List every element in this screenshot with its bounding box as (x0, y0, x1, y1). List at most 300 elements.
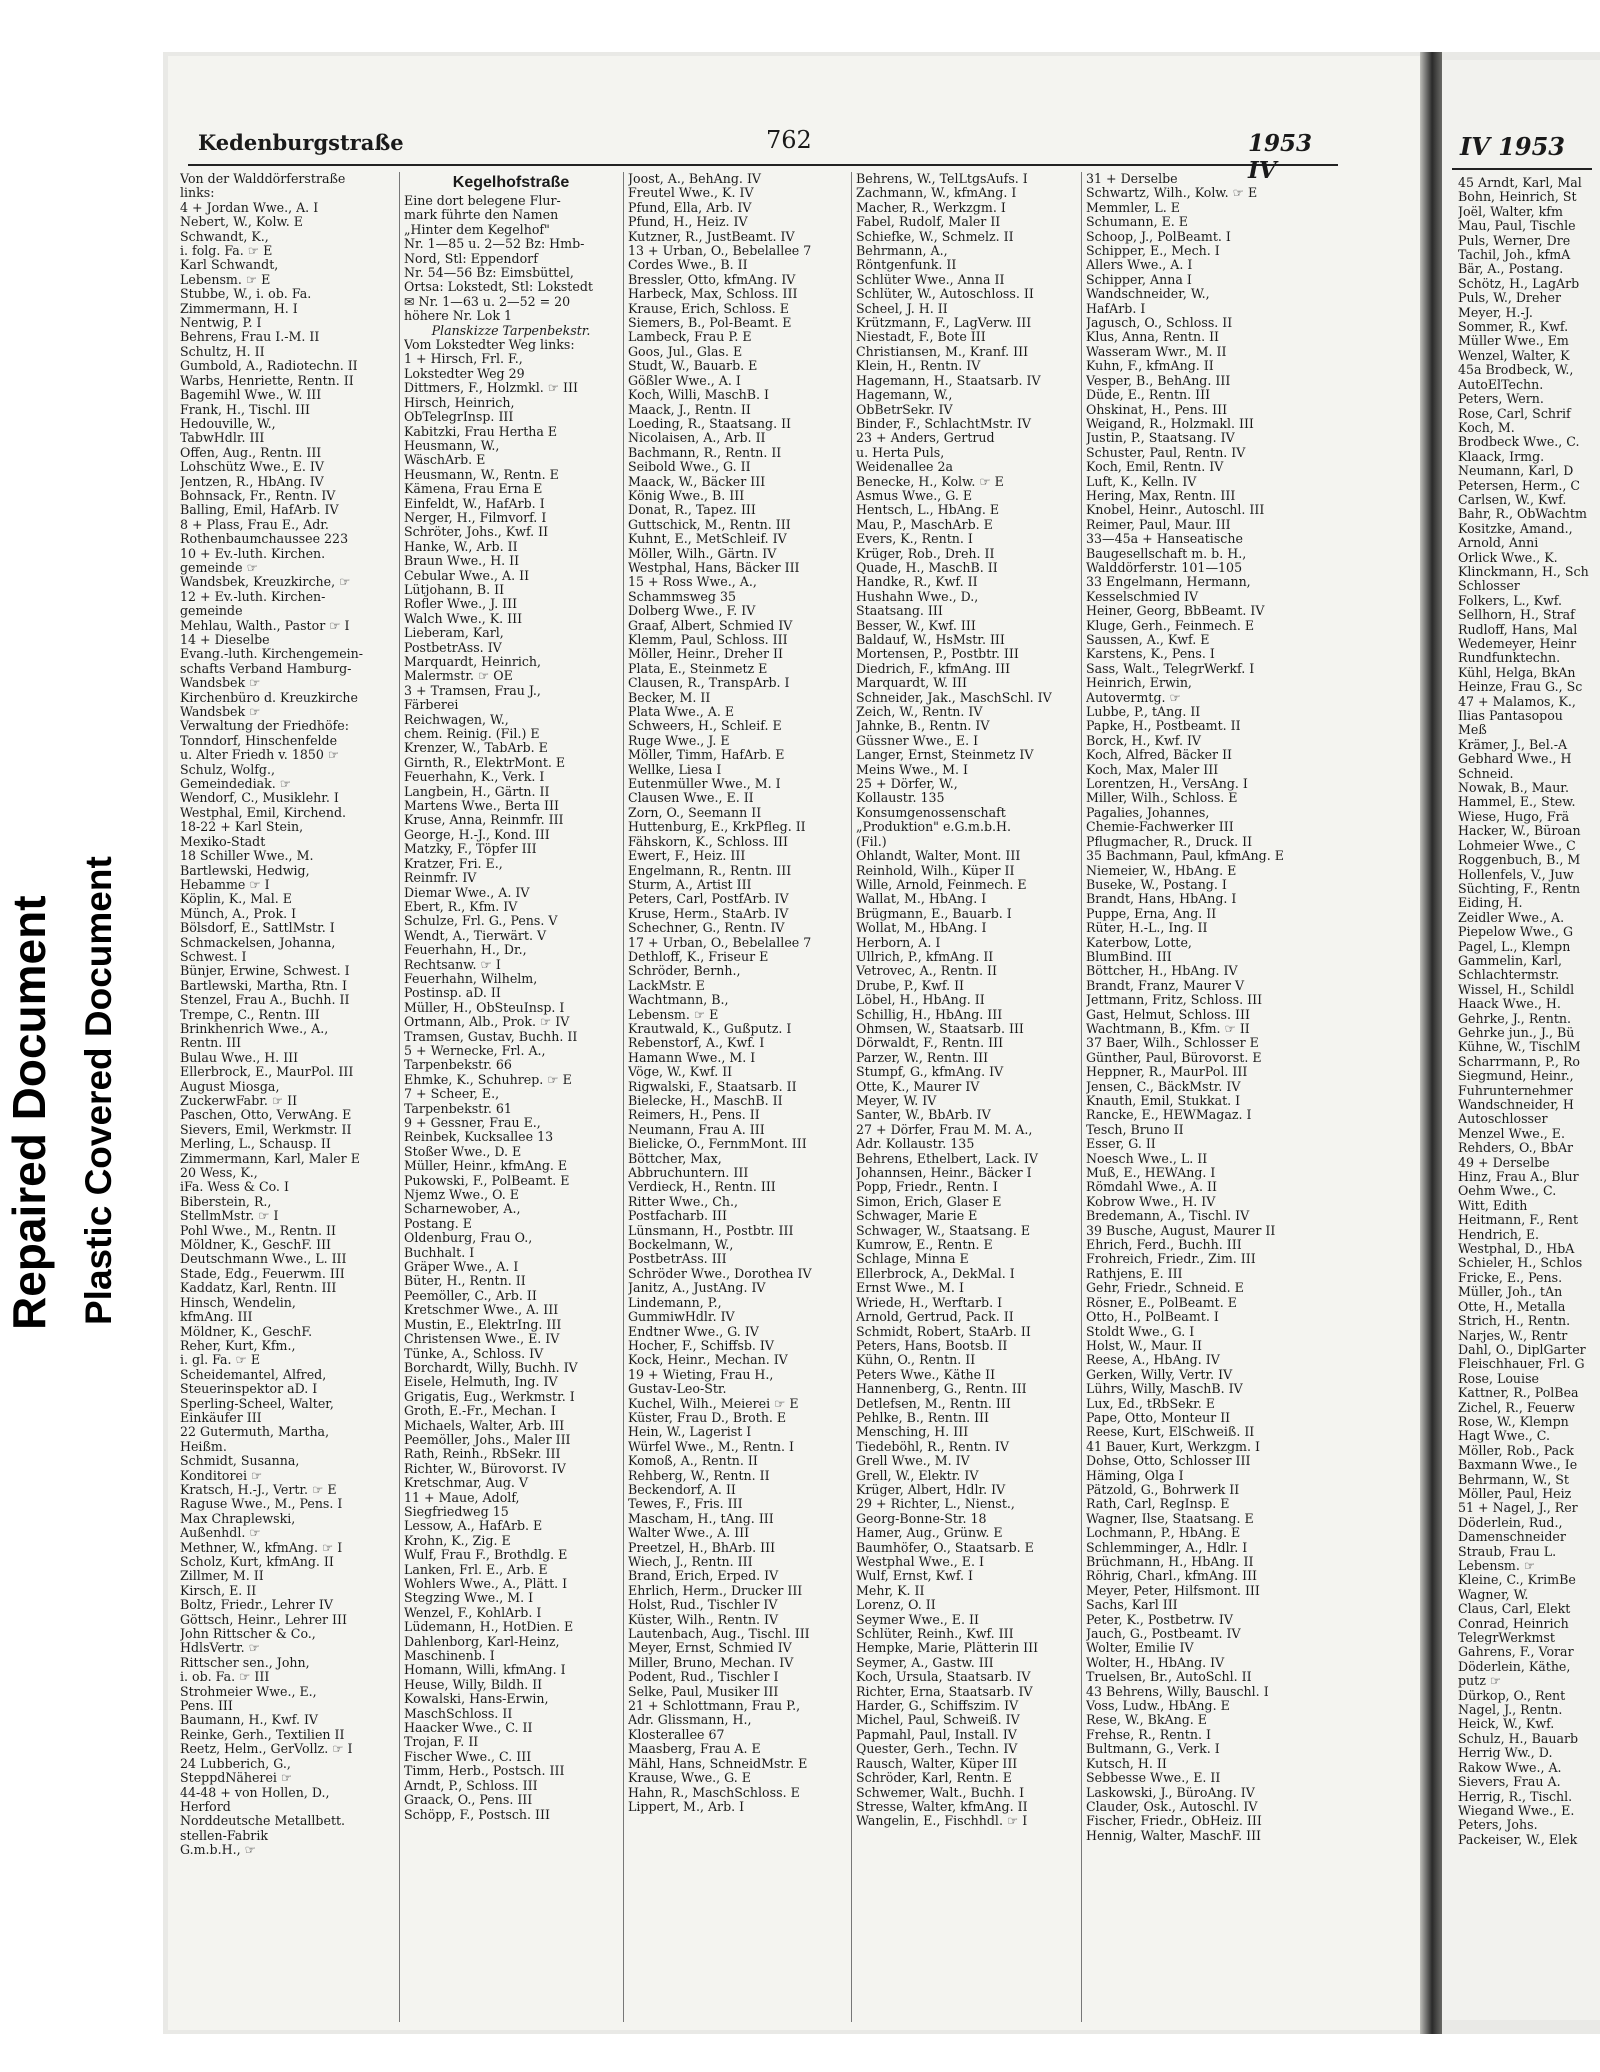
directory-entry: Dolberg Wwe., F. IV (628, 604, 756, 619)
directory-entry: Heusmann, W., Rentn. E (404, 467, 559, 482)
directory-entry: Haacker Wwe., C. II (404, 1721, 533, 1736)
directory-entry: Grell, W., Elektr. IV (856, 1468, 979, 1483)
directory-entry: Ehmke, K., Schuhrep. ☞ E (404, 1072, 572, 1087)
directory-entry: Bartlewski, Martha, Rtn. I (180, 978, 347, 993)
directory-entry: Reinbek, Kucksallee 13 (404, 1130, 554, 1145)
directory-entry: ObBetrSekr. IV (856, 402, 953, 417)
directory-entry: höhere Nr. Lok 1 (404, 309, 512, 324)
directory-entry: Rose, W., Klempn (1458, 1414, 1569, 1429)
directory-entry: Wenzel, F., KohlArb. I (404, 1605, 542, 1620)
column-4 (856, 172, 1076, 2022)
directory-entry: Hanke, W., Arb. II (404, 539, 518, 554)
directory-entry: Häming, Olga I (1086, 1468, 1184, 1483)
directory-entry: Hagemann, H., Staatsarb. IV (856, 373, 1041, 388)
directory-entry: Truelsen, Br., AutoSchl. II (1086, 1670, 1252, 1685)
directory-entry: Rose, Carl, Schrif (1458, 406, 1571, 421)
directory-entry: Stumpf, G., kfmAng. IV (856, 1065, 1004, 1080)
directory-entry: Schlüter, W., Autoschloss. II (856, 287, 1034, 302)
directory-entry: Feuerhahn, K., Verk. I (404, 770, 545, 785)
directory-entry: 3 + Tramsen, Frau J., (404, 683, 541, 698)
directory-entry: Hinsch, Wendelin, (180, 1295, 296, 1310)
directory-entry: Heick, W., Kwf. (1458, 1717, 1555, 1732)
directory-entry: Schultz, H. II (180, 344, 265, 359)
directory-entry: Fischer Wwe., C. III (404, 1749, 532, 1764)
directory-entry: Einkäufer III (180, 1410, 262, 1425)
directory-entry: Gemeindediak. ☞ (180, 777, 292, 792)
directory-entry: Karl Schwandt, (180, 258, 279, 273)
directory-entry: „Produktion" e.G.m.b.H. (856, 820, 1012, 835)
directory-entry: Müller, H., ObSteuInsp. I (404, 1000, 565, 1015)
directory-entry: Brand, Erich, Erped. IV (628, 1569, 779, 1584)
directory-entry: Stade, Edg., Feuerwm. III (180, 1266, 345, 1281)
directory-entry: Möller, Paul, Heiz (1458, 1486, 1572, 1501)
directory-entry: Fricke, E., Pens. (1458, 1270, 1563, 1285)
directory-entry: LackMstr. E (628, 978, 705, 993)
directory-entry: Norddeutsche Metallbett. (180, 1814, 346, 1829)
directory-entry: Braun Wwe., H. II (404, 554, 520, 569)
directory-entry: Tesch, Bruno II (1086, 1122, 1184, 1137)
directory-entry: Gehr, Friedr., Schneid. E (1086, 1281, 1244, 1296)
directory-entry: Bagemihl Wwe., W. III (180, 388, 322, 403)
directory-entry: Maasberg, Frau A. E (628, 1742, 761, 1757)
directory-entry: Krützmann, F., LagVerw. III (856, 316, 1032, 331)
directory-entry: Christiansen, M., Kranf. III (856, 344, 1029, 359)
directory-entry: Göttsch, Heinr., Lehrer III (180, 1612, 347, 1627)
directory-entry: Heuse, Willy, Bildh. II (404, 1677, 543, 1692)
directory-entry: Ohskinat, H., Pens. III (1086, 402, 1228, 417)
directory-entry: Färberei (404, 698, 459, 713)
directory-entry: Schulz, Wolfg., (180, 762, 275, 777)
directory-entry: Güssner Wwe., E. I (856, 733, 979, 748)
directory-entry: John Rittscher & Co., (180, 1627, 316, 1642)
directory-entry: Borchardt, Willy, Buchh. IV (404, 1360, 578, 1375)
directory-entry: Böttcher, Max, (628, 1151, 722, 1166)
directory-entry: 8 + Plass, Frau E., Adr. (180, 517, 329, 532)
directory-entry: Hinz, Frau A., Blur (1458, 1170, 1579, 1185)
directory-entry: Tonndorf, Hinschenfelde (180, 733, 338, 748)
directory-entry: Schwager, W., Staatsang. E (856, 1223, 1031, 1238)
directory-entry: Langbein, H., Gärtn. II (404, 784, 550, 799)
directory-entry: Oldenburg, Frau O., (404, 1231, 533, 1246)
directory-entry: Küster, Wilh., Rentn. IV (628, 1612, 779, 1627)
directory-entry: Carlsen, W., Kwf. (1458, 492, 1567, 507)
directory-entry: Ebert, R., Kfm. IV (404, 899, 518, 914)
directory-entry: Bockelmann, W., (628, 1238, 734, 1253)
directory-entry: Löbel, H., HbAng. II (856, 993, 985, 1008)
directory-entry: Dohse, Otto, Schlosser III (1086, 1454, 1251, 1469)
directory-entry: Clausen, R., TranspArb. I (628, 676, 790, 691)
directory-entry: Tachil, Joh., kfmA (1458, 248, 1571, 263)
directory-entry: Behrmann, A., (856, 244, 948, 259)
directory-entry: Schötz, H., LagArb (1458, 276, 1580, 291)
directory-entry: putz ☞ (1458, 1674, 1502, 1689)
directory-entry: Paschen, Otto, VerwAng. E (180, 1108, 352, 1123)
directory-entry: Asmus Wwe., G. E (856, 488, 973, 503)
directory-entry: Gebhard Wwe., H (1458, 752, 1572, 767)
directory-entry: Schweers, H., Schleif. E (628, 719, 782, 734)
year-volume: 1953 IV (1248, 130, 1313, 184)
directory-entry: Zillmer, M. II (180, 1569, 264, 1584)
directory-entry: Tarpenbekstr. 66 (404, 1058, 512, 1073)
column-3 (628, 172, 846, 2022)
directory-entry: Sass, Walt., TelegrWerkf. I (1086, 661, 1255, 676)
directory-entry: Otte, K., Maurer IV (856, 1079, 980, 1094)
directory-entry: Kirchenbüro d. Kreuzkirche (180, 690, 358, 705)
directory-entry: 49 + Derselbe (1458, 1155, 1550, 1170)
directory-entry: Hocher, F., Schiffsb. IV (628, 1338, 774, 1353)
directory-entry: Wandschneider, H (1458, 1098, 1574, 1112)
directory-entry: Stoldt Wwe., G. I (1086, 1324, 1195, 1339)
directory-entry: Mähl, Hans, SchneidMstr. E (628, 1756, 808, 1771)
directory-entry: Zachmann, W., kfmAng. I (856, 186, 1017, 201)
directory-entry: Rothenbaumchaussee 223 (180, 532, 349, 547)
directory-entry: 33 Engelmann, Hermann, (1086, 575, 1251, 590)
directory-entry: Schlüter Wwe., Anna II (856, 272, 1005, 287)
directory-entry: Tarpenbekstr. 61 (404, 1101, 512, 1116)
directory-entry: Schmidt, Susanna, (180, 1454, 300, 1469)
directory-entry: Rentn. III (180, 1036, 242, 1051)
directory-entry: Scheel, J. H. II (856, 301, 948, 316)
directory-entry: HafArb. I (1086, 301, 1146, 316)
directory-entry: Fuhrunternehmer (1458, 1083, 1573, 1098)
directory-entry: Rechtsanw. ☞ I (404, 957, 501, 972)
directory-entry: Orlick Wwe., K. (1458, 550, 1558, 565)
directory-entry: Behrens, W., TelLtgsAufs. I (856, 172, 1028, 186)
directory-entry: Gast, Helmut, Schloss. III (1086, 1007, 1250, 1022)
directory-entry: Voss, Ludw., HbAng. E (1086, 1699, 1230, 1714)
directory-entry: Niestadt, F., Bote III (856, 330, 986, 345)
directory-entry: Offen, Aug., Rentn. III (180, 445, 322, 460)
directory-entry: stellen-Fabrik (180, 1828, 268, 1843)
directory-entry: Gehrke, J., Rentn. (1458, 1011, 1572, 1026)
directory-entry: Kluge, Gerh., Feinmech. E (1086, 618, 1255, 633)
directory-entry: Bielecke, H., MaschB. II (628, 1094, 783, 1108)
directory-entry: Meyer, W. IV (856, 1094, 937, 1108)
directory-entry: Gustav-Leo-Str. (628, 1382, 727, 1397)
directory-entry: Röhrig, Charl., kfmAng. III (1086, 1569, 1258, 1584)
directory-entry: Schwager, Marie E (856, 1209, 978, 1224)
directory-entry: Nentwig, P. I (180, 316, 262, 331)
directory-entry: 22 Gutermuth, Martha, (180, 1425, 330, 1440)
directory-entry: Hirsch, Heinrich, (404, 395, 515, 410)
directory-entry: Wagner, W. (1458, 1587, 1529, 1602)
directory-entry: Tramsen, Gustav, Buchh. II (404, 1029, 578, 1044)
directory-entry: Pens. III (180, 1699, 233, 1714)
directory-entry: Klosterallee 67 (628, 1727, 725, 1742)
directory-entry: Hempke, Marie, Plätterin III (856, 1641, 1039, 1656)
directory-entry: 39 Busche, August, Maurer II (1086, 1223, 1276, 1238)
directory-entry: Außenhdl. ☞ (180, 1526, 261, 1541)
directory-entry: Zorn, O., Seemann II (628, 805, 762, 820)
directory-entry: 37 Baer, Wilh., Schlosser E (1086, 1036, 1259, 1051)
column-1 (180, 172, 394, 2022)
directory-entry: Bulau Wwe., H. III (180, 1050, 299, 1065)
directory-entry: Fabel, Rudolf, Maler II (856, 215, 1001, 230)
directory-entry: Herrig Ww., D. (1458, 1746, 1553, 1761)
directory-entry: Sebbesse Wwe., E. II (1086, 1771, 1221, 1786)
directory-entry: Ruge Wwe., J. E (628, 733, 730, 748)
directory-entry: Joël, Walter, kfm (1458, 204, 1563, 219)
facing-page (1442, 60, 1600, 2020)
side-labels (0, 820, 150, 1340)
directory-entry: Lorenz, O. II (856, 1598, 936, 1613)
directory-entry: Wollat, M., HbAng. I (856, 921, 987, 936)
directory-entry: Rose, Louise (1458, 1371, 1539, 1386)
directory-entry: Piepelow Wwe., G (1458, 925, 1574, 940)
directory-entry: 20 Wess, K., (180, 1166, 258, 1181)
directory-entry: PostbetrAss. III (628, 1252, 727, 1267)
directory-entry: Sachs, Karl III (1086, 1598, 1178, 1613)
directory-entry: 10 + Ev.-luth. Kirchen. (180, 546, 326, 561)
directory-entry: Timm, Herb., Postsch. III (404, 1764, 565, 1779)
directory-entry: Kühn, O., Rentn. II (856, 1353, 976, 1368)
directory-entry: Bielicke, O., FernmMont. III (628, 1137, 807, 1152)
directory-entry: Wulf, Ernst, Kwf. I (856, 1569, 974, 1584)
directory-entry: Reimers, H., Pens. II (628, 1108, 760, 1123)
directory-entry: Kock, Heinr., Mechan. IV (628, 1353, 788, 1368)
directory-entry: Deutschmann Wwe., L. III (180, 1252, 347, 1267)
directory-entry: Zeich, W., Rentn. IV (856, 705, 983, 720)
directory-entry: Bressler, Otto, kfmAng. IV (628, 272, 796, 287)
directory-entry: Eine dort belegene Flur- (404, 194, 561, 208)
directory-entry: Sturm, A., Artist III (628, 877, 752, 892)
directory-entry: Macher, R., Werkzgm. I (856, 200, 1006, 215)
directory-entry: Trempe, C., Rentn. III (180, 1007, 320, 1022)
directory-entry: Baugesellschaft m. b. H., (1086, 546, 1247, 561)
directory-entry: Schröder, Bernh., (628, 964, 741, 979)
directory-entry: Brandt, Hans, HbAng. I (1086, 892, 1237, 907)
directory-entry: Diedrich, F., kfmAng. III (856, 661, 1011, 676)
directory-entry: Weidenallee 2a (856, 460, 954, 475)
directory-entry: Joost, A., BehAng. IV (628, 172, 762, 186)
directory-entry: Ohmsen, W., Staatsarb. III (856, 1021, 1024, 1036)
directory-entry: Möldner, K., GeschF. III (180, 1238, 332, 1253)
directory-entry: Peemöller, C., Arb. II (404, 1288, 537, 1303)
directory-entry: Lanken, Frl. E., Arb. E (404, 1562, 548, 1577)
directory-entry: Behrens, Frau I.-M. II (180, 330, 320, 345)
directory-entry: Arndt, P., Schloss. III (404, 1778, 538, 1793)
directory-entry: Nagel, J., Rentn. (1458, 1703, 1563, 1718)
directory-entry: Clausen Wwe., E. II (628, 791, 754, 806)
directory-entry: Wille, Arnold, Feinmech. E (856, 877, 1027, 892)
directory-entry: Peters, Johs. (1458, 1818, 1538, 1833)
directory-entry: Harbeck, Max, Schloss. III (628, 287, 798, 302)
street-heading: Kegelhofstraße (452, 174, 570, 191)
directory-entry: Santer, W., BbArb. IV (856, 1108, 991, 1123)
directory-entry: Puls, W., Dreher (1458, 291, 1561, 306)
directory-entry: Westphal, D., HbA (1458, 1242, 1575, 1257)
directory-entry: Brinkhenrich Wwe., A., (180, 1021, 329, 1036)
directory-entry: Seymer, A., Gastw. III (856, 1655, 994, 1670)
directory-entry: Muß, E., HEWAng. I (1086, 1166, 1216, 1181)
directory-entry: Fähskorn, K., Schloss. III (628, 834, 788, 849)
directory-entry: 43 Behrens, Willy, Bauschl. I (1086, 1684, 1269, 1699)
directory-entry: Pohl Wwe., M., Rentn. II (180, 1223, 336, 1238)
directory-entry: Kretschmer Wwe., A. III (404, 1303, 559, 1318)
directory-entry: Mau, Paul, Tischle (1458, 219, 1576, 234)
directory-entry: Rancke, E., HEWMagaz. I (1086, 1108, 1252, 1123)
directory-entry: Schwest. I (180, 949, 247, 964)
directory-entry: Brandt, Franz, Maurer V (1086, 978, 1245, 993)
directory-entry: Richter, W., Bürovorst. IV (404, 1461, 566, 1476)
directory-entry: Detlefsen, M., Rentn. III (856, 1396, 1011, 1411)
directory-entry: Koch, Ursula, Staatsarb. IV (856, 1670, 1031, 1685)
directory-entry: Pape, Otto, Monteur II (1086, 1410, 1231, 1425)
directory-entry: Puppe, Erna, Ang. II (1086, 906, 1217, 921)
directory-entry: Meins Wwe., M. I (856, 762, 969, 777)
directory-entry: Wachtmann, B., (628, 993, 729, 1008)
directory-entry: Schröder, Karl, Rentn. E (856, 1771, 1012, 1786)
directory-entry: Weigand, R., Holzmakl. III (1086, 416, 1254, 431)
directory-entry: Büter, H., Rentn. II (404, 1274, 526, 1289)
directory-entry: Holst, Rud., Tischler IV (628, 1598, 778, 1613)
directory-entry: Frank, H., Tischl. III (180, 402, 311, 417)
directory-entry: Nr. 1—85 u. 2—52 Bz: Hmb- (404, 237, 585, 252)
directory-entry: Klein, H., Rentn. IV (856, 359, 981, 374)
directory-entry: Peters, Hans, Bootsb. II (856, 1338, 1008, 1353)
directory-entry: Sievers, Emil, Werkmstr. II (180, 1122, 352, 1137)
directory-entry: Raguse Wwe., M., Pens. I (180, 1497, 343, 1512)
directory-entry: Plata, E., Steinmetz E (628, 661, 768, 676)
directory-entry: Peters, Wern. (1458, 392, 1544, 407)
directory-entry: Schneider, Jak., MaschSchl. IV (856, 690, 1052, 705)
directory-entry: 9 + Gessner, Frau E., (404, 1116, 541, 1130)
directory-entry: Christensen Wwe., E. IV (404, 1332, 560, 1347)
directory-entry: Krämer, J., Bel.-A (1458, 737, 1568, 752)
directory-entry: Mensching, H. III (856, 1425, 969, 1440)
directory-entry: Krüger, Albert, Hdlr. IV (856, 1482, 1006, 1497)
directory-entry: Tewes, F., Fris. III (628, 1497, 743, 1512)
directory-entry: Autovermtg. ☞ (1086, 690, 1181, 705)
directory-entry: Pflugmacher, R., Druck. II (1086, 834, 1253, 849)
directory-entry: 41 Bauer, Kurt, Werkzgm. I (1086, 1439, 1260, 1454)
directory-entry: Bartlewski, Hedwig, (180, 863, 310, 878)
directory-entry: Vetrovec, A., Rentn. II (856, 964, 997, 979)
directory-entry: Reinmfr. IV (404, 871, 477, 886)
directory-entry: Adr. Glissmann, H., (628, 1713, 752, 1728)
directory-entry: Jagusch, O., Schloss. II (1086, 316, 1233, 331)
directory-entry: BlumBind. III (1086, 949, 1172, 964)
directory-entry: Matzky, F., Töpfer III (404, 842, 537, 857)
directory-entry: Rebenstorf, A., Kwf. I (628, 1036, 765, 1051)
directory-entry: Rüter, H.-L., Ing. II (1086, 921, 1208, 936)
directory-entry: Kutzner, R., JustBeamt. IV (628, 229, 795, 244)
directory-entry: Ritter Wwe., Ch., (628, 1194, 739, 1209)
column-divider (851, 172, 852, 2022)
directory-entry: Straub, Frau L. (1458, 1544, 1557, 1559)
directory-entry: Selke, Paul, Musiker III (628, 1684, 779, 1699)
directory-entry: Seibold Wwe., G. II (628, 460, 751, 475)
directory-entry: Schieler, H., Schlos (1458, 1256, 1583, 1271)
column-divider (623, 172, 624, 2022)
directory-entry: Bachmann, R., Rentn. II (628, 445, 782, 460)
directory-entry: Georg-Bonne-Str. 18 (856, 1511, 987, 1526)
directory-entry: Gehrke jun., J., Bü (1458, 1025, 1575, 1040)
directory-entry: Marquardt, Heinrich, (404, 655, 542, 669)
directory-entry: 7 + Scheer, E., (404, 1087, 500, 1102)
directory-entry: 15 + Ross Wwe., A., (628, 575, 757, 590)
directory-entry: Rath, Reinh., RbSekr. III (404, 1447, 561, 1462)
directory-entry: Fischer, Friedr., ObHeiz. III (1086, 1814, 1262, 1829)
directory-entry: Postfacharb. III (628, 1209, 727, 1224)
directory-entry: Jauch, G., Postbeamt. IV (1086, 1627, 1241, 1642)
directory-entry: Ewert, F., Heiz. III (628, 849, 746, 864)
directory-entry: Kowalski, Hans-Erwin, (404, 1692, 549, 1707)
directory-entry: Scharrmann, P., Ro (1458, 1054, 1581, 1069)
directory-entry: Günther, Paul, Bürovorst. E (1086, 1050, 1262, 1065)
directory-entry: Hahn, R., MaschSchloss. E (628, 1785, 800, 1800)
directory-entry: Pfund, H., Heiz. IV (628, 215, 748, 230)
directory-entry: Handke, R., Kwf. II (856, 575, 978, 590)
directory-entry: Schmackelsen, Johanna, (180, 935, 336, 950)
directory-entry: Rausch, Walter, Küper III (856, 1756, 1018, 1771)
directory-entry: Schwandt, K., (180, 229, 269, 244)
directory-entry: Behrens, Ethelbert, Lack. IV (856, 1151, 1038, 1166)
directory-entry: Schröder Wwe., Dorothea IV (628, 1266, 812, 1281)
directory-entry: Stenzel, Frau A., Buchh. II (180, 993, 350, 1008)
directory-entry: 23 + Anders, Gertrud (856, 431, 995, 446)
directory-entry: Wohlers Wwe., A., Plätt. I (404, 1577, 568, 1591)
directory-entry: Cebular Wwe., A. II (404, 568, 530, 583)
directory-entry: Reinhold, Wilh., Küper II (856, 863, 1015, 878)
directory-entry: 18-22 + Karl Stein, (180, 820, 304, 835)
directory-entry: 19 + Wieting, Frau H., (628, 1367, 774, 1382)
directory-entry: Frehse, R., Rentn. I (1086, 1727, 1211, 1742)
directory-entry: Baumann, H., Kwf. IV (180, 1713, 319, 1728)
directory-entry: Richter, Erna, Staatsarb. IV (856, 1684, 1033, 1699)
directory-entry: Schöpp, F., Postsch. III (404, 1807, 550, 1822)
directory-entry: Menzel Wwe., E. (1458, 1126, 1565, 1141)
directory-entry: GummiwHdlr. IV (628, 1310, 735, 1325)
directory-entry: Reimer, Paul, Maur. III (1086, 517, 1231, 532)
directory-entry: Wolter, H., HbAng. IV (1086, 1655, 1225, 1670)
directory-entry: Lorentzen, H., VersAng. I (1086, 777, 1248, 792)
directory-entry: 1 + Hirsch, Frl. F., (404, 352, 523, 367)
directory-entry: Westphal Wwe., E. I (856, 1555, 984, 1569)
directory-entry: Loeding, R., Staatsang. II (628, 416, 792, 431)
repaired-document-label: Repaired Document (3, 895, 55, 1330)
directory-entry: Heinrich, Erwin, (1086, 676, 1192, 691)
directory-entry: 27 + Dörfer, Frau M. M. A., (856, 1122, 1033, 1137)
directory-entry: Mehlau, Walth., Pastor ☞ I (180, 618, 350, 633)
directory-entry: Otte, H., Metalla (1458, 1299, 1566, 1314)
directory-entry: Damenschneider (1458, 1530, 1566, 1545)
directory-entry: Wandsbek, Kreuzkirche, ☞ (180, 575, 351, 590)
directory-entry: Girnth, R., ElektrMont. E (404, 755, 566, 770)
page-number: 762 (766, 126, 812, 154)
directory-entry: Herborn, A. I (856, 935, 941, 950)
directory-entry: Nord, Stl: Eppendorf (404, 251, 538, 266)
directory-entry: Düde, E., Rentn. III (1086, 388, 1211, 403)
directory-entry: Rudloff, Hans, Mal (1458, 622, 1578, 637)
directory-entry: Koch, Willi, MaschB. I (628, 388, 769, 403)
directory-entry: Schröter, Johs., Kwf. II (404, 525, 549, 540)
directory-entry: Marquardt, W. III (856, 676, 967, 691)
directory-entry: Heißm. (180, 1439, 227, 1454)
directory-entry: ZuckerwFabr. ☞ II (180, 1094, 298, 1108)
directory-entry: Wiech, J., Rentn. III (628, 1555, 753, 1569)
directory-entry: Hentsch, L., HbAng. E (856, 503, 1000, 518)
directory-entry: Heinze, Frau G., Sc (1458, 680, 1583, 695)
directory-entry: Schuster, Paul, Rentn. IV (1086, 445, 1246, 460)
directory-entry: kfmAng. III (180, 1310, 253, 1325)
directory-entry: Schlosser (1458, 579, 1520, 594)
directory-entry: Rathjens, E. III (1086, 1266, 1183, 1281)
directory-entry: Puls, Werner, Dre (1458, 233, 1571, 248)
directory-entry: Von der Walddörferstraße (180, 172, 346, 186)
directory-entry: Dürkop, O., Rent (1458, 1688, 1566, 1703)
directory-entry: Papmahl, Paul, Install. IV (856, 1727, 1017, 1742)
